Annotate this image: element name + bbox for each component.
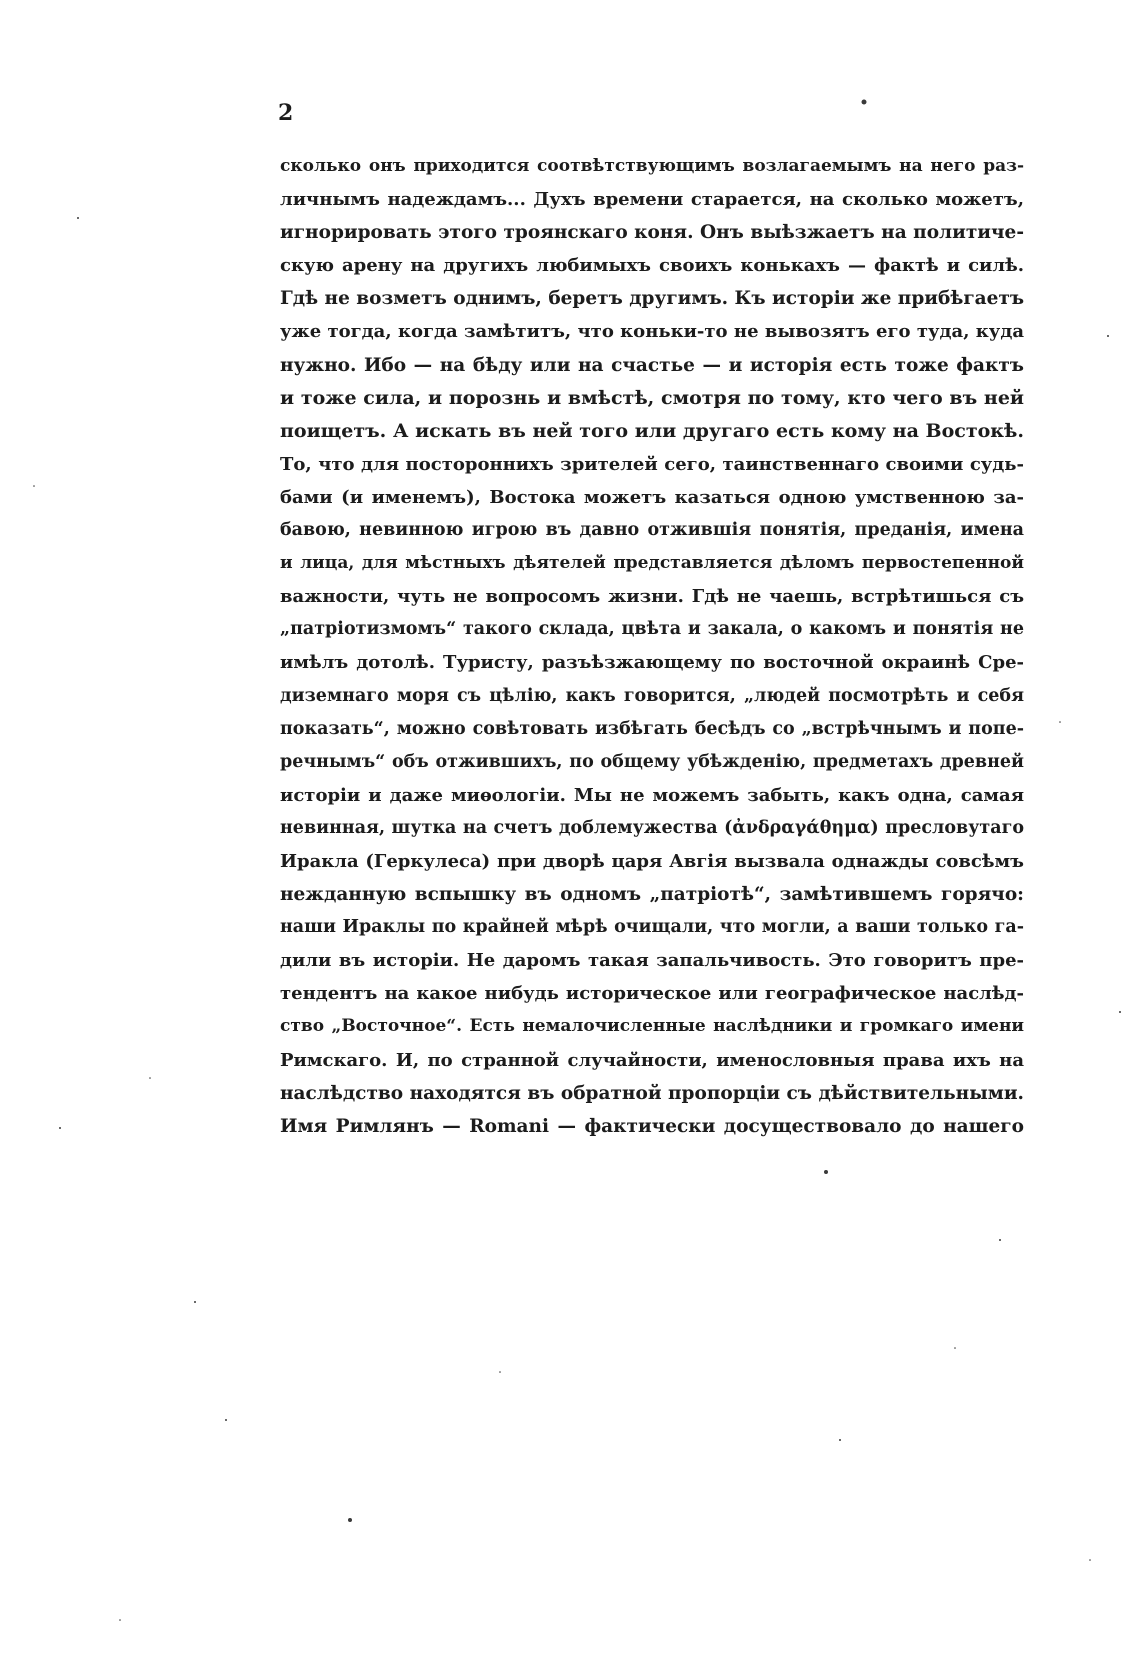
text-line: наши Ираклы по крайней мѣрѣ очищали, что могли, а ваши только га- xyxy=(280,917,1024,938)
text-line: Гдѣ не возметъ однимъ, беретъ другимъ. Къ исторіи же прибѣгаетъ xyxy=(280,288,1024,310)
text-line: ство „Восточное“. Есть немалочисленные наслѣдники и громкаго имени xyxy=(280,1016,1024,1037)
text-line: исторіи и даже миѳологіи. Мы не можемъ забыть, какъ одна, самая xyxy=(280,784,1024,806)
text-line: игнорировать этого троянскаго коня. Онъ выѣзжаетъ на политиче- xyxy=(280,222,1024,244)
text-line: „патріотизмомъ“ такого склада, цвѣта и закала, о какомъ и понятія не xyxy=(280,619,1024,640)
text-line: диземнаго моря съ цѣлію, какъ говорится, „людей посмотрѣть и себя xyxy=(280,685,1024,706)
text-line: наслѣдство находятся въ обратной пропорціи съ дѣйствительными. xyxy=(280,1082,1024,1104)
text-line: речнымъ“ объ отжившихъ, по общему убѣжденію, предметахъ древней xyxy=(280,751,1024,772)
text-line: дили въ исторіи. Не даромъ такая запальчивость. Это говоритъ пре- xyxy=(280,950,1024,972)
text-line: скую арену на другихъ любимыхъ своихъ конькахъ — фактѣ и силѣ. xyxy=(280,255,1024,277)
text-line: нежданную вспышку въ одномъ „патріотѣ“, замѣтившемъ горячо: xyxy=(280,884,1024,906)
text-line: бавою, невинною игрою въ давно отжившія понятія, преданія, имена xyxy=(280,520,1024,541)
text-line: и тоже сила, и порознь и вмѣстѣ, смотря по тому, кто чего въ ней xyxy=(280,386,1024,409)
page-number: 2 xyxy=(278,100,294,126)
text-line: личнымъ надеждамъ... Духъ времени старается, на сколько можетъ, xyxy=(280,189,1024,211)
text-line: То, что для постороннихъ зрителей сего, таинственнаго своими судь- xyxy=(280,453,1024,475)
text-line: Иракла (Геркулеса) при дворѣ царя Авгія вызвала однажды совсѣмъ xyxy=(280,850,1024,872)
text-line: показать“, можно совѣтовать избѣгать бесѣдъ со „встрѣчнымъ и попе- xyxy=(280,718,1024,739)
text-line: сколько онъ приходится соотвѣтствующимъ возлагаемымъ на него раз- xyxy=(280,156,1024,176)
text-line: поищетъ. А искать въ ней того или другаго есть кому на Востокѣ. xyxy=(280,419,1024,442)
body-text xyxy=(280,150,1024,1143)
text-line: нужно. Ибо — на бѣду или на счастье — и исторія есть тоже фактъ xyxy=(280,354,1024,376)
text-line: Имя Римлянъ — Romani — фактически досуществовало до нашего xyxy=(280,1115,1024,1137)
text-line: тендентъ на какое нибудь историческое или географическое наслѣд- xyxy=(280,983,1024,1005)
text-line: имѣлъ дотолѣ. Туристу, разъѣзжающему по восточной окраинѣ Сре- xyxy=(280,652,1024,674)
text-line: важности, чуть не вопросомъ жизни. Гдѣ не чаешь, встрѣтишься съ xyxy=(280,586,1024,608)
text-line: уже тогда, когда замѣтитъ, что коньки-то не вывозятъ его туда, куда xyxy=(280,321,1024,343)
text-line: бами (и именемъ), Востока можетъ казаться одною умственною за- xyxy=(280,486,1024,508)
text-line: Римскаго. И, по странной случайности, именословныя права ихъ на xyxy=(280,1049,1024,1071)
text-line: и лица, для мѣстныхъ дѣятелей представляется дѣломъ первостепенной xyxy=(280,553,1024,574)
text-line: невинная, шутка на счетъ доблемужества (ἀνδραγάθημα) пресловутаго xyxy=(280,817,1024,838)
